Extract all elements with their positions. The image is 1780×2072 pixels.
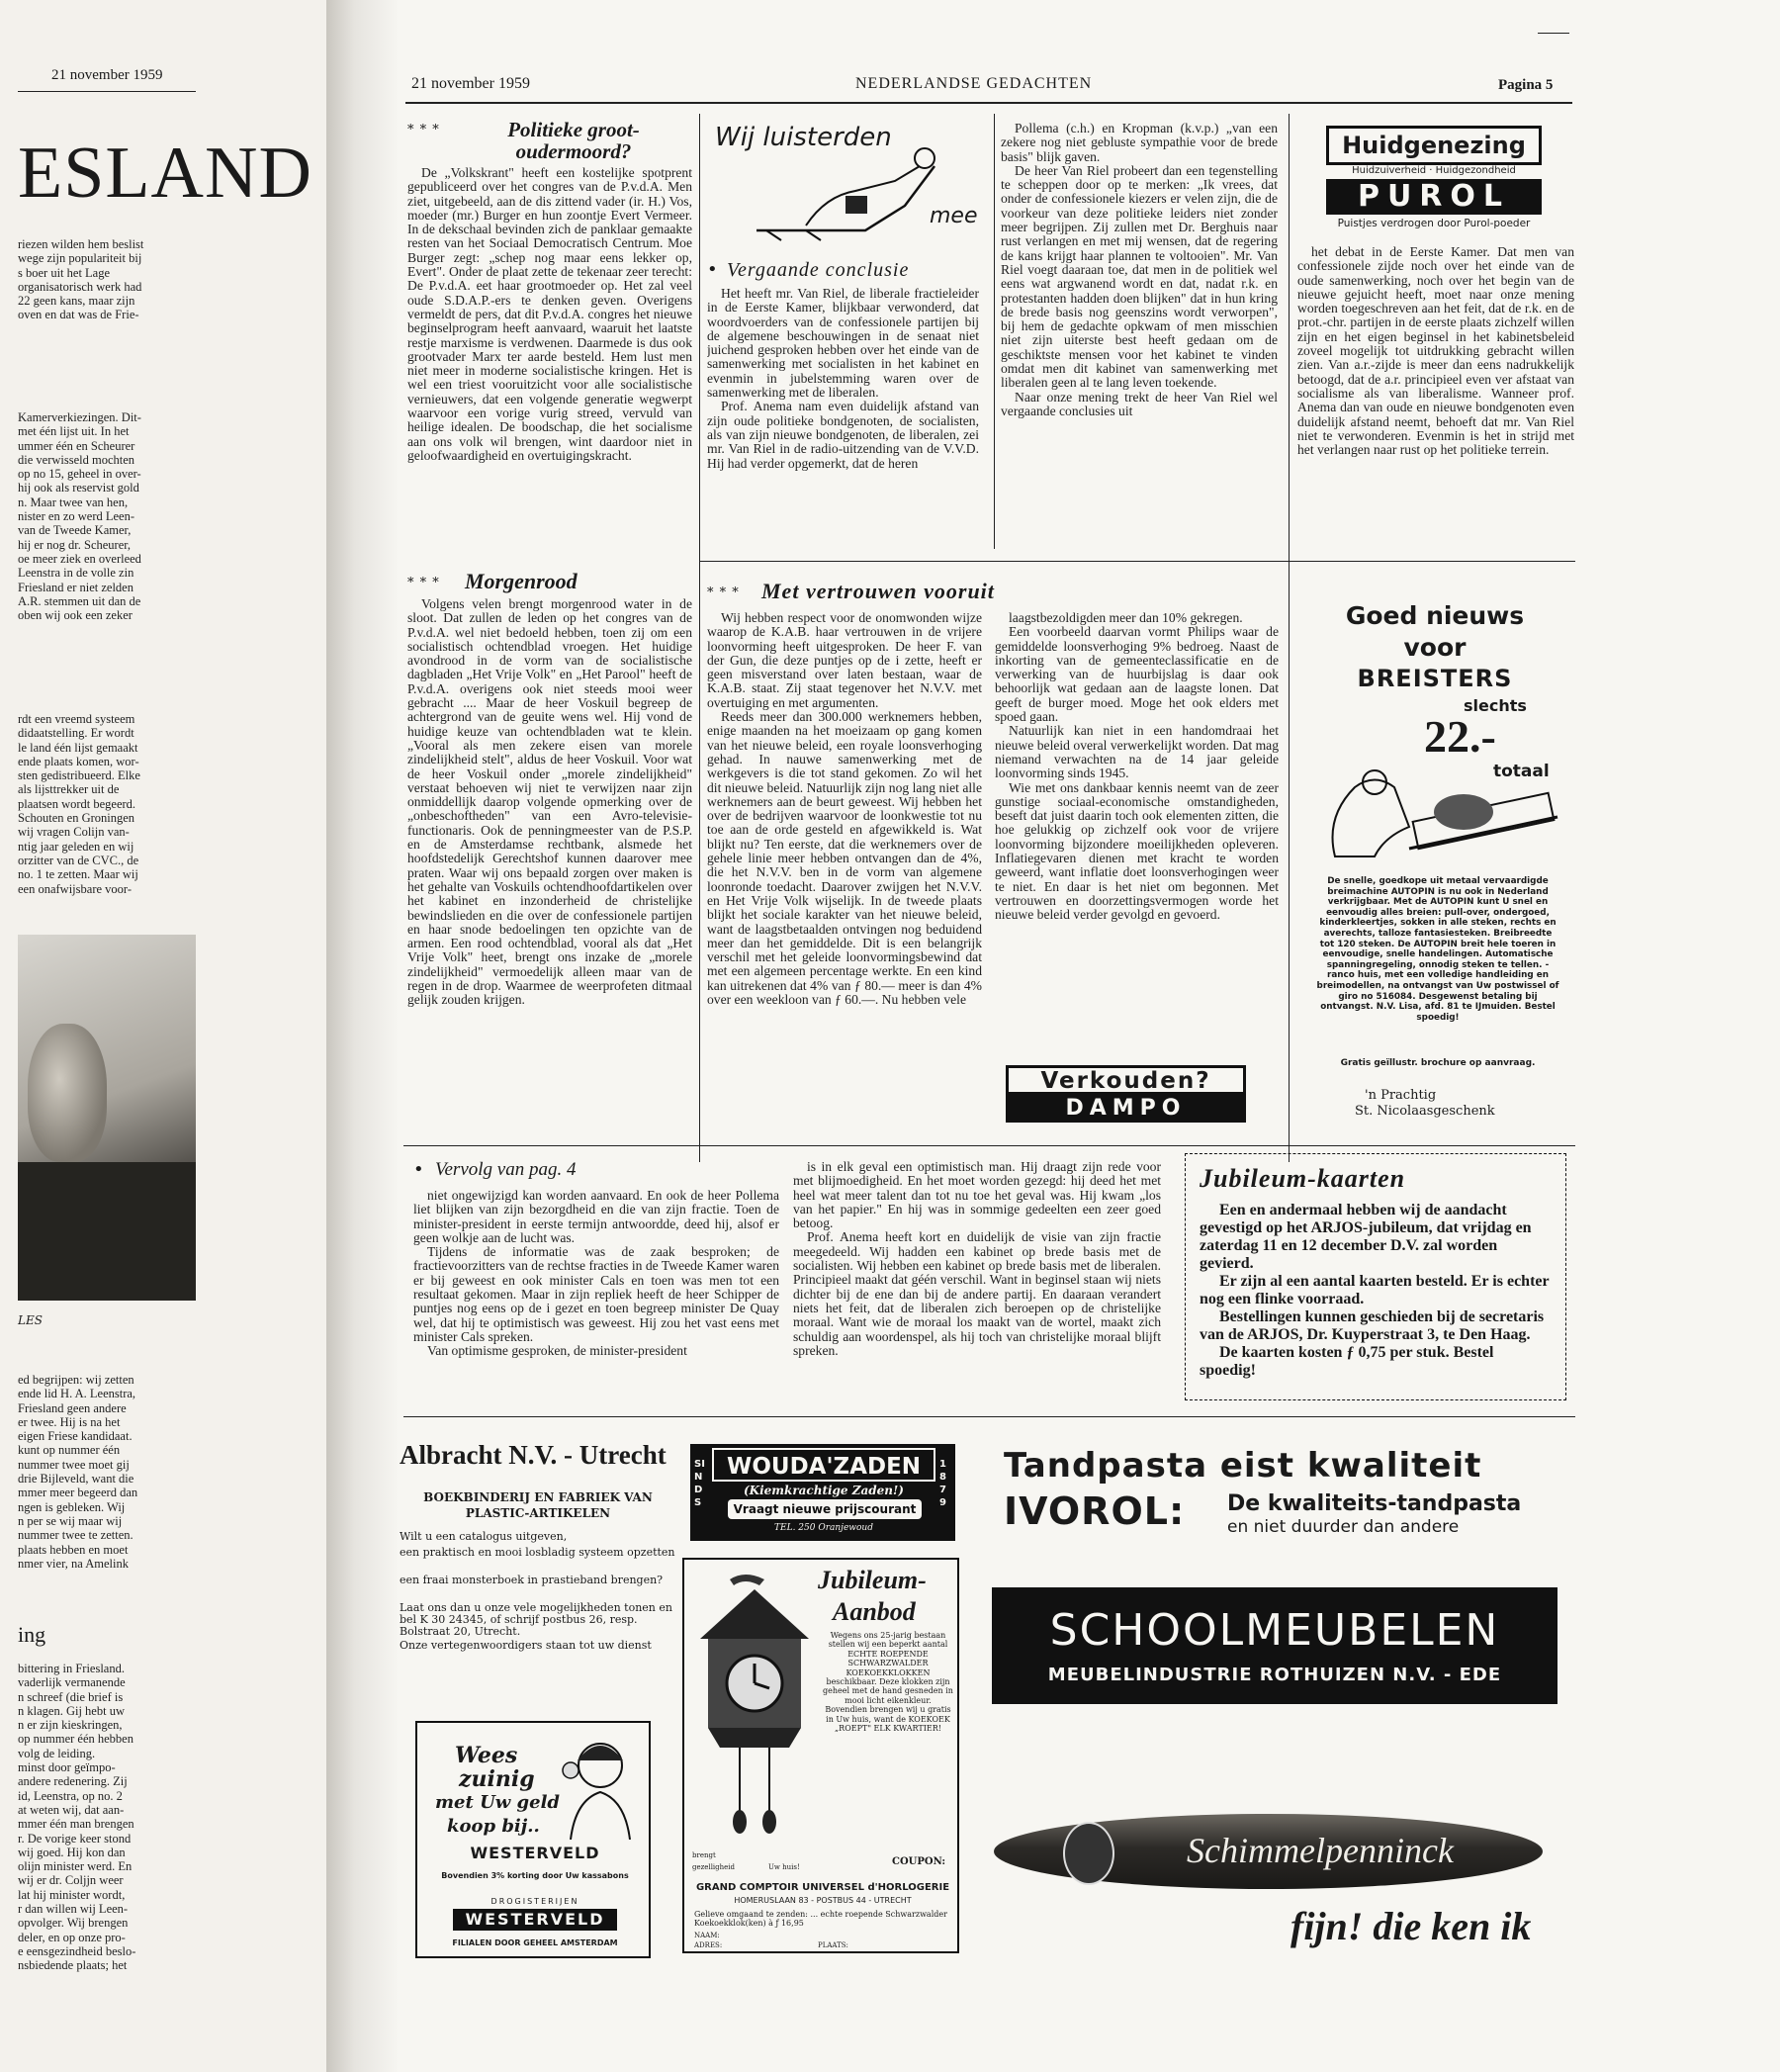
article3-body-col3	[1297, 245, 1574, 547]
wouda-cta: Vraagt nieuwe prijscourant	[728, 1499, 922, 1519]
left-text-line: plaatsen wordt begeerd.	[18, 796, 136, 811]
albracht-line2: een praktisch en mooi losbladig systeem opzetten	[400, 1546, 675, 1559]
left-page	[0, 0, 326, 2072]
column-rule-3	[1289, 114, 1290, 1162]
left-text-line: id, Leenstra, op no. 2	[18, 1788, 123, 1803]
left-text-line: le land één lijst gemaakt	[18, 740, 138, 755]
albracht-sub: BOEKBINDERIJ EN FABRIEK VAN PLASTIC-ARTIKELEN	[423, 1490, 653, 1520]
ivorol-line1: Tandpasta eist kwaliteit	[1004, 1446, 1482, 1486]
breisters-line2: voor	[1403, 633, 1467, 662]
corner-mark	[1538, 33, 1569, 34]
purol-line2: Huidzuiverheid · Huidgezondheid	[1352, 165, 1516, 176]
breisters-brochure: Gratis geïllustr. brochure op aanvraag.	[1340, 1058, 1536, 1068]
left-text-line: sten gedistribueerd. Elke	[18, 768, 140, 783]
left-text-line: n. Maar twee van hen,	[18, 495, 129, 509]
article4-paragraph: Natuurlijk kan niet in een handomdraai het nieuwe beleid overal verwerkelijkt worden. Dat mag niemand verwachten na de 14 jaar geleide loonvorming sinds 1945.	[995, 723, 1279, 781]
left-text-line: deler, en op onze pro-	[18, 1930, 126, 1944]
ad-breisters	[1305, 591, 1564, 1126]
purol-brand: PUROL	[1326, 179, 1542, 215]
article5-title: Vervolg van pag. 4	[435, 1159, 577, 1180]
left-text-line: ed begrijpen: wij zetten	[18, 1373, 134, 1387]
left-text-line: hij ook als reservist gold	[18, 481, 139, 495]
article3-paragraph: het debat in de Eerste Kamer. Dat men van confessionele zijde noch over het einde van de oude samenwerking, noch over het begin van de nieuwe gejuicht heeft, moet naar onze mening worden toegeschreven aan het feit, dat de r.k. en de prot.-chr. partijen in de eerste plaats zichzelf willen zijn en het eigen beginsel in het kabinetsbeleid zoveel mogelijk tot uitdrukking gebracht willen zien. Van a.r.-zijde is meer dan eens nadrukkelijk betoogd, dat de a.r. principieel even ver afstaat van socialisme als van liberalisme. Wanneer prof. Anema dan van oude en nieuwe bondgenoten even duidelijk afstand neemt, behoeft dat mr. Van Riel niet te verwonderen. Evenmin is het in strijd met het verlangen naar rust op het politieke terrein.	[1297, 245, 1574, 458]
article3-paragraph: Pollema (c.h.) en Kropman (k.v.p.) „van een zekere nog niet gebluste sympathie voor de brede basis" blijk gaven.	[1001, 122, 1278, 164]
albracht-line3: een fraai monsterboek in prastieband brengen?	[400, 1574, 664, 1586]
wouda-tel: TEL. 250 Oranjewoud	[774, 1523, 873, 1533]
albracht-line4: Laat ons dan u onze vele mogelijkheden tonen en bel K 30 24345, of schrijf postbus 26, resp. Bolstraat 20, Utrecht.	[400, 1601, 672, 1638]
ad-schimmelpenninck	[994, 1800, 1548, 1968]
ad-wouda	[690, 1444, 955, 1541]
clock-label-naam: NAAM:	[694, 1932, 720, 1939]
section-rule-2	[1289, 561, 1575, 562]
article4-paragraph: Een voorbeeld daarvan vormt Philips waar de gemiddelde loonsverhoging 9% bedroeg. Naast de inkorting van de gemeenteclassificatie en de verwerking van de huurbijslag is daar ook behoorlijk wat gedaan aan de laagste lonen. Dat geeft de burger moed. Moge het ook elders met spoed gaan.	[995, 624, 1279, 725]
left-text-line: vaderlijk vermanende	[18, 1675, 126, 1690]
article1-stars: * * *	[407, 123, 440, 137]
breisters-totaal: totaal	[1493, 762, 1550, 781]
article3-body-col1	[707, 287, 979, 544]
schimmel-tag: fijn! die ken ik	[1290, 1904, 1532, 1948]
left-text-line: no. 1 te zetten. Maar wij	[18, 867, 138, 882]
section-rule-1	[700, 561, 1289, 562]
article1-title: Politieke groot-oudermoord?	[507, 118, 640, 163]
left-text-line: Friesland geen andere	[18, 1400, 127, 1415]
article2-title: Morgenrood	[465, 569, 578, 593]
left-col-block-5	[18, 1662, 196, 1973]
schimmel-brand: Schimmelpenninck	[1187, 1831, 1454, 1870]
article2-paragraph: Volgens velen brengt morgenrood water in de sloot. Dat zullen de leden op het congres van de P.v.d.A. wel niet bedoeld hebben, toen zij om een socialistisch ochtendblad vroegen. Het huidige avondrood in de vorm van de socialistische dagbladen „Het Vrije Volk" en „Het Parool" heeft de P.v.d.A. overigens ook niet steeds mooi weer gebracht .... Maar de heer Voskuil begreep de achtergrond van de geuite wens wel. Hij vond de huidige keuze van ochtendbladen wat te klein. „Vooral als men zekere eisen van morele zindelijkheid stelt", aldus de heer Voskuil. Voor wat de heer Voskuil onder „morele zindelijkheid" verstaat behoeven wij niet te verwijzen naar zijn onmiddellijk daarop volgende opmerking over de „onbeschoftheden" van een Avro-televisie-functionaris. Ook de penningmeester van de P.S.P. en de Amsterdamse rechtbank, alsmede het hoofdstedelijk Gerechtshof kunnen daarover mee praten. Waar wij ons bepaald zorgen over maken is het gehalte van Voskuils ochtendhoofdartikelen over het kabinet en inzonderheid de christelijke bewindslieden en die over de confessionele partijen en haar snode bedoelingen ten opzichte van de armen. Een rood ochtendblad, vooral als dat „Het Vrije Volk" heet, brengt ons inzake de „morele zindelijkheid" vermoedelijk alleen maar van de regen in de drop. Waarmee de weerprofeten ditmaal gelijk zouden krijgen.	[407, 597, 692, 1008]
left-text-line: mmer meer begeerd dan	[18, 1486, 138, 1500]
article5-body-col2	[793, 1160, 1161, 1407]
left-text-line: bittering in Friesland.	[18, 1662, 125, 1675]
jubileum-p2: Er zijn al een aantal kaarten besteld. Er is echter nog een flinke voorraad.	[1200, 1273, 1550, 1307]
cartoon	[707, 117, 994, 235]
breisters-body: De snelle, goedkope uit metaal vervaardigde breimachine AUTOPIN is nu ook in Nederland verkrijgbaar. Met de AUTOPIN kunt U snel en eenvoudig alles breien: pull-over, ondergoed, kinderkleertjes, sokken in alle steken, rechts en averechts, talloze fantasiesteken. Breibreedte tot 120 steken. De AUTOPIN breit hele toeren in eenvoudige, snelle handelingen. Automatische spanningregeling, onnodig steken te tellen. - ranco huis, met een volledige handleiding en breimodellen, na ontvangst van Uw postwissel of giro no 516084. Desgewenst betaling bij ontvangst. N.V. Lisa, afd. 81 te IJmuiden. Bestel spoedig!	[1316, 876, 1559, 1023]
westerveld-footer: FILIALEN DOOR GEHEEL AMSTERDAM	[452, 1938, 618, 1947]
left-text-line: riezen wilden hem beslist	[18, 237, 144, 251]
left-text-line: ngen is gebleken. Wij	[18, 1499, 126, 1514]
left-text-line: drie Bijleveld, want die	[18, 1472, 134, 1486]
clock-order: Gelieve omgaand te zenden: ... echte roepende Schwarzwalder Koekoekklok(ken) à ƒ 16,95	[694, 1910, 947, 1928]
article3-bullet: •	[707, 259, 718, 280]
left-text-line: nmer vier, na Amelink	[18, 1556, 129, 1571]
shopper-woman-illustration	[556, 1731, 645, 1840]
westerveld-brand: WESTERVELD	[470, 1844, 600, 1862]
wouda-left: SINDS	[694, 1459, 705, 1508]
article3-paragraph: Het heeft mr. Van Riel, de liberale fractieleider in de Eerste Kamer, blijkbaar verwonderd, dat woordvoerders van de confessionele partijen bij de algemene beschouwingen in de senaat niet juichend gesproken hebben over het einde van de samenwerking met socialisten in het kabinet en evenmin in jubelstemming waren over de samenwerking met de liberalen.	[707, 287, 979, 401]
left-text-line: een onafwijsbare voor-	[18, 881, 132, 896]
westerveld-line4: koop bij..	[447, 1816, 540, 1837]
article3-title: Vergaande conclusie	[727, 259, 910, 281]
header-title: NEDERLANDSE GEDACHTEN	[855, 75, 1093, 92]
article4-body-col2	[995, 611, 1279, 987]
portrait-suit	[18, 1162, 196, 1301]
article5-paragraph: Van optimisme gesproken, de minister-president	[427, 1343, 687, 1359]
article1-body	[407, 166, 692, 562]
cuckoo-clock-illustration	[690, 1570, 819, 1837]
jubileum-title: Jubileum-kaarten	[1200, 1164, 1406, 1193]
left-text-line: n klagen. Gij hebt uw	[18, 1703, 125, 1718]
left-text-line: A.R. stemmen uit dan de	[18, 593, 141, 608]
clock-label-gezelligheid: gezelligheid	[692, 1863, 736, 1871]
left-text-line: wege zijn populariteit bij	[18, 251, 142, 266]
clock-address: HOMERUSLAAN 83 - POSTBUS 44 - UTRECHT	[734, 1896, 912, 1905]
left-text-line: van de Tweede Kamer,	[18, 523, 132, 538]
ad-westerveld	[415, 1721, 651, 1958]
left-text-line: nsbiedende plaats; het	[18, 1958, 128, 1973]
ad-purol	[1320, 124, 1544, 232]
clock-label-adres: ADRES:	[694, 1941, 723, 1949]
header-date: 21 november 1959	[411, 75, 530, 92]
left-header-rule	[18, 91, 196, 92]
left-text-line: wij vragen Colijn van-	[18, 825, 130, 840]
purol-tagline: Puistjes verdrogen door Purol-poeder	[1337, 218, 1531, 229]
left-text-line: ende lid H. A. Leenstra,	[18, 1387, 136, 1401]
left-text-line: e eensgezindheid beslo-	[18, 1943, 136, 1958]
left-text-line: ende plaats komen, wor-	[18, 754, 139, 768]
breisters-line1: Goed nieuws	[1345, 601, 1525, 630]
left-text-line: r. De vorige keer stond	[18, 1831, 132, 1846]
left-text-line: die verwisseld mochten	[18, 452, 135, 467]
left-headline: ESLAND	[18, 133, 312, 214]
cartoon-illustration	[747, 136, 944, 245]
left-col-block-4	[18, 1373, 196, 1571]
article4-paragraph: Wie met ons dankbaar kennis neemt van de zeer gunstige sociaal-economische omstandigheden, beseft dat juist daarin toch ook elementen zitten, die hoe gelukkig op zichzelf ook voor de vrijere loonvorming bijzondere moeilijkheden opleveren. Inflatiegevaren dienen met kracht te worden geweerd, want inflatie doet loonsverhogingen weer te niet. En daar is het niet om begonnen. Met vertrouwen en doorzettingsvermogen worde het nieuwe beleid verder gevolgd en gevoerd.	[995, 779, 1279, 923]
left-text-line: n er zijn kieskringen,	[18, 1718, 123, 1733]
albracht-line5: Onze vertegenwoordigers staan tot uw dienst	[400, 1639, 652, 1652]
clock-body: Wegens ons 25-jarig bestaan stellen wij een beperkt aantal ECHTE ROEPENDE SCHWARZWALDER KOEKOEKKLOKKEN beschikbaar. Deze klokken zijn geheel met de hand gesneden in mooi licht eikenkleur. Bovendien brengen wij u gratis in Uw huis, want de KOEKOEK „ROEPT" ELK KWARTIER!	[823, 1631, 953, 1734]
jubileum-p1: Een en andermaal hebben wij de aandacht gevestigd op het ARJOS-jubileum, dat vrijdag en zaterdag 11 en 12 december D.V. zal worden gevierd.	[1200, 1202, 1532, 1272]
ad-dampo	[1006, 1065, 1248, 1125]
article4-stars: * * *	[707, 586, 740, 600]
left-col-block-1	[18, 237, 196, 322]
article5-bullet: •	[413, 1159, 424, 1180]
purol-line1: Huidgenezing	[1326, 126, 1542, 165]
left-text-line: n per se wij maar wij	[18, 1513, 123, 1528]
ad-jubileum-kaarten	[1185, 1153, 1566, 1400]
jubileum-p3: Bestellingen kunnen geschieden bij de secretaris van de ARJOS, Dr. Kuyperstraat 3, te Den Haag.	[1200, 1308, 1545, 1343]
left-text-line: s boer uit het Lage	[18, 265, 111, 280]
left-photo-caption: LES	[18, 1313, 43, 1327]
left-text-line: andere redenering. Zij	[18, 1774, 128, 1789]
article5-paragraph: Tijdens de informatie was de zaak besproken; de fractievoorzitters van de rechtse fracties in de Tweede Kamer waren er bij geweest en ook minister Cals en toen was men tot een resultaat gekomen. Maar in zijn repliek heeft de heer Schipper de puntjes nog eens op de i gezet en toen begreep minister De Quay wel, dat hij te optimistisch was geweest. Hij zou het vast eens met minister Cals spreken.	[413, 1244, 779, 1344]
left-text-line: op nummer één hebben	[18, 1732, 134, 1747]
left-text-line: Kamerverkiezingen. Dit-	[18, 410, 141, 424]
left-text-line: plaats hebben en moet	[18, 1542, 129, 1557]
left-text-line: oven en dat was de Frie-	[18, 308, 139, 322]
portrait-face	[28, 1024, 107, 1162]
left-text-line: wij goed. Hij kon dan	[18, 1845, 126, 1859]
left-text-line: nummer twee te zetten.	[18, 1528, 134, 1543]
jubileum-p4: De kaarten kosten ƒ 0,75 per stuk. Bestel spoedig!	[1200, 1344, 1494, 1379]
article3-paragraph: Naar onze mening trekt de heer Van Riel wel vergaande conclusies uit	[1001, 389, 1278, 418]
article5-paragraph: is in elk geval een optimistisch man. Hij draagt zijn rede voor met blijmoedigheid. En het moet worden gezegd: hij deed het met heel wat meer talent dan tot nu toe het geval was. Hij kwam „los van het papier." En hij was in sommige gedeelten een zeer goed betoog.	[793, 1160, 1161, 1231]
breisters-footer1: 'n Prachtig	[1365, 1088, 1437, 1103]
left-text-line: orzitter van de CVC., de	[18, 853, 139, 867]
left-text-line: organisatorisch werk had	[18, 279, 142, 294]
article5-paragraph: Prof. Anema heeft kort en duidelijk de visie van zijn fractie meegedeeld. Wij hadden een kabinet op brede basis met de socialisten. Wij hebben een kabinet op brede basis met de liberalen. Principieel maakt dat géén verschil. Want in beginsel staan wij niets dichter bij de ene dan bij de andere partij. En daaraan verandert niets het feit, dat de liberalen zich beroepen op de christelijke moraal. Want wie de moraal los maakt van de wortel, maakt zich schuldig aan woordenspel, als hij toch van christelijke moraal blijft spreken.	[793, 1229, 1161, 1358]
left-text-line: als lijsttrekker uit de	[18, 782, 120, 797]
westerveld-line3: met Uw geld	[435, 1792, 560, 1813]
left-text-line: n schreef (die brief is	[18, 1689, 124, 1704]
albracht-title: Albracht N.V. - Utrecht	[400, 1440, 667, 1470]
column-rule-2	[994, 114, 995, 549]
left-text-line: lat hij minister wordt,	[18, 1887, 126, 1902]
left-text-line: Schouten en Groningen	[18, 811, 135, 826]
ad-ivorol	[994, 1446, 1567, 1545]
article3-paragraph: De heer Van Riel probeert dan een tegenstelling te scheppen door op te merken: „Ik vrees, dat onder de confessionele kiezers er velen zijn, die de voorkeur van deze politieke leiders niet zonder meer begrijpen. Zij zullen met Dr. Berghuis naar rust verlangen en met mij wensen, dat de regering de kans krijgt haar plannen te voltooien". Mr. Van Riel voegt daaraan toe, dat men in de politiek wel eens wat argwanend wordt en dat, nadat r.k. en protestanten hadden doen blijken" dat in hun kring de brede basis nog geenszins wordt verworpen", bij hem de gedachte opkwam of men misschien niet zijn uiterste best heeft gedaan om de geschiktste mensen voor het kabinet te vinden omdat men dit kabinet van samenwerking met liberalen geen al te lang leven toekende.	[1001, 162, 1278, 391]
left-text-line: mmer één man brengen	[18, 1817, 134, 1832]
clock-coupon: COUPON:	[892, 1856, 946, 1867]
article2-body	[407, 597, 692, 1161]
ivorol-tag2: en niet duurder dan andere	[1227, 1517, 1460, 1537]
article2-stars: * * *	[407, 576, 440, 590]
westerveld-line1: Wees	[455, 1743, 518, 1768]
ad-schoolmeubelen	[992, 1587, 1558, 1704]
clock-comptoir: GRAND COMPTOIR UNIVERSEL d'HORLOGERIE	[695, 1882, 950, 1893]
westerveld-banner: WESTERVELD	[453, 1909, 617, 1931]
ad-clock	[682, 1558, 959, 1953]
left-text-line: volg de leiding.	[18, 1746, 96, 1760]
left-text-line: op no 15, geheel in over-	[18, 467, 141, 482]
left-text-line: Leenstra in de volle zin	[18, 566, 134, 581]
left-text-line: ntig jaar geleden en wij	[18, 839, 134, 854]
article4-paragraph: laagstbezoldigden meer dan 10% gekregen.	[1009, 611, 1243, 625]
left-col-block-3	[18, 712, 196, 896]
article4-title: Met vertrouwen vooruit	[761, 579, 995, 603]
left-text-line: eigen Friese kandidaat.	[18, 1429, 133, 1444]
ivorol-tag1: De kwaliteits-tandpasta	[1227, 1491, 1522, 1516]
left-text-line: rdt een vreemd systeem	[18, 712, 135, 726]
schoolmeubelen-sub: MEUBELINDUSTRIE ROTHUIZEN N.V. - EDE	[1047, 1665, 1502, 1685]
left-text-line: at weten wij, dat aan-	[18, 1802, 125, 1817]
article3-body-col2	[1001, 122, 1278, 547]
left-subhead: ing	[18, 1622, 46, 1647]
schoolmeubelen-title: SCHOOLMEUBELEN	[1049, 1605, 1500, 1656]
left-text-line: 22 geen kans, maar zijn	[18, 294, 135, 309]
article5-paragraph: niet ongewijzigd kan worden aanvaard. En ook de heer Pollema liet blijken van zijn bezorgdheid en die van zijn fractie. Toen de minister-president in eerste termijn antwoordde, deed hij, alsof er geen wolkje aan de lucht was.	[413, 1189, 779, 1245]
wouda-brand: WOUDA'ZADEN	[712, 1448, 935, 1482]
left-text-line: hij er nog dr. Scheurer,	[18, 537, 132, 552]
clock-title2: Aanbod	[833, 1597, 916, 1626]
westerveld-line2: zuinig	[459, 1766, 535, 1792]
header-rule	[405, 102, 1572, 104]
dampo-line1: Verkouden?	[1006, 1065, 1246, 1095]
breisters-footer2: St. Nicolaasgeschenk	[1355, 1104, 1495, 1119]
knitting-machine-illustration	[1315, 758, 1562, 866]
left-text-line: wij er dr. Coljjn weer	[18, 1873, 124, 1888]
cartoon-text-bottom: mee	[930, 204, 978, 228]
left-text-line: oe meer ziek en overleed	[18, 551, 141, 566]
column-rule-1	[699, 114, 700, 1162]
westerveld-small: Bovendien 3% korting door Uw kassabons	[441, 1871, 629, 1880]
article4-body-col1	[707, 611, 982, 1161]
left-page-date: 21 november 1959	[51, 67, 163, 83]
ad-albracht	[400, 1440, 676, 1737]
left-portrait-photo	[18, 935, 196, 1301]
section-rule-3	[403, 1145, 1575, 1146]
left-text-line: r dan willen wij Leen-	[18, 1902, 129, 1917]
westerveld-banner-top: DROGISTERIJEN	[490, 1897, 579, 1906]
left-text-line: er twee. Hij is na het	[18, 1414, 121, 1429]
article4-paragraph: Reeds meer dan 300.000 werknemers hebben, enige maanden na het moeizaam op gang komen van het nieuwe beleid, een royale loonsverhoging gehad. In nauwe samenwerking met de werkgevers is die tot stand gekomen. Zo wil het dit nieuwe beleid. Natuurlijk zijn nog lang niet alle werknemers aan de beurt geweest. Wij hebben het over de bedrijven waarvoor de loonkwestie tot nu toe aan de orde gesteld en afgewikkeld is. Wat blijkt nu? Ten eerste, dat die werknemers over de gehele linie meer hebben ontvangen dan de 4%, die het N.V.V. ben in de vorm van algemene loonronde toedacht. Daarover zwijgen het N.V.V. en Het Vrije Volk wijselijk. In de tweede plaats blijkt het sociale karakter van het nieuwe beleid, want de laagstbetaalden ontvingen nog beduidend meer dan het gemiddelde. Dit is een belangrijk verschil met het geleide loonvormingsbewind dat met een algemeen percentage werkte. En een kind kan uitrekenen dat 4% van ƒ 80.— meer is dan 4% over een weekloon van ƒ 60.—. Nu hebben vele	[707, 709, 982, 1008]
cigar-band	[1063, 1822, 1114, 1885]
cartoon-text-top: Wij luisterden	[715, 123, 892, 152]
article4-paragraph: Wij hebben respect voor de onomwonden wijze waarop de K.A.B. haar vertrouwen in de vrijere loonvorming heeft uitgesproken. De heer F. van der Gun, die deze puntjes op de i zette, heeft er geen misverstand over laten bestaan, waar de K.A.B. staat. Zij staat tegenover het N.V.V. met overtuiging en met argumenten.	[707, 611, 982, 710]
article5-body-col1	[413, 1189, 779, 1406]
dampo-line2: DAMPO	[1006, 1095, 1246, 1123]
clock-label-brengt: brengt	[692, 1851, 716, 1859]
breisters-slechts: slechts	[1464, 696, 1527, 715]
wouda-year: 1879	[939, 1459, 946, 1508]
breisters-line3: BREISTERS	[1357, 665, 1513, 692]
left-text-line: ummer één en Scheurer	[18, 438, 135, 453]
left-text-line: met één lijst uit. In het	[18, 424, 130, 439]
left-col-block-2	[18, 410, 196, 622]
left-text-line: minst door geïmpo-	[18, 1760, 116, 1775]
ivorol-brand: IVOROL:	[1004, 1489, 1186, 1533]
header-page-number: Pagina 5	[1498, 77, 1554, 93]
left-text-line: Friesland er niet zelden	[18, 580, 134, 594]
breisters-price: 22.-	[1424, 711, 1496, 762]
left-text-line: olijn minister werd. En	[18, 1859, 133, 1874]
clock-label-plaats: PLAATS:	[818, 1941, 848, 1949]
clock-title1: Jubileum-	[818, 1566, 927, 1594]
page-gutter	[326, 0, 398, 2072]
clock-label-huis: Uw huis!	[768, 1863, 800, 1871]
left-text-line: opvolger. Wij brengen	[18, 1916, 129, 1931]
article1-paragraph: De „Volkskrant" heeft een kostelijke spotprent gepubliceerd over het congres van de P.v.d.A. Men ziet, uitgebeeld, aan de dis zittend vader (ir. H.) Vos, moeder (mr.) Burger en hun zoontje Evert Vermeer. In de dekschaal bevinden zich de panklaar gemaakte resten van het Sociaal Democratisch Centrum. Moe Burger zegt: „schep nog maar eens lekker op, Evert". Onder de plaat zette de tekenaar zeer terecht: De P.v.d.A. eet haar grootmoeder op. Het zal veel oude S.D.A.P.-ers te denken geven. Overigens vermeldt de pers, dat dit P.v.d.A. congres het nieuwe beginselprogram heeft aanvaard, waaruit het laatste restje marxisme is verdwenen. Daarmede is dus ook grootvader Marx ter aarde besteld. Hem lust men niet meer in moderne socialistische kringen. Het is wel een triest vooruitzicht voor alle socialistische vernieuwers, dat een volgende generatie wegwerpt waarvoor een vorige vurig streed, vervuld van heilige idealen. De boodschap, die het socialisme aan ons volk wil brengen, wint daardoor niet in geloofwaardigheid en overtuigingskracht.	[407, 166, 692, 463]
article3-paragraph: Prof. Anema nam even duidelijk afstand van zijn oude politieke bondgenoten, de socialisten, als van zijn nieuwe bondgenoten, de liberalen, zei mr. Van Riel in de radio-uitzending van de V.V.D. Hij had verder opgemerkt, dat de heren	[707, 399, 979, 471]
section-rule-4	[403, 1416, 1575, 1417]
left-text-line: nummer twee moet gij	[18, 1457, 130, 1472]
left-text-line: oben wij ook een zeker	[18, 608, 133, 623]
left-text-line: didaatstelling. Er wordt	[18, 726, 134, 741]
wouda-sub: (Kiemkrachtige Zaden!)	[744, 1484, 904, 1497]
albracht-line1: Wilt u een catalogus uitgeven,	[400, 1530, 568, 1543]
left-text-line: kunt op nummer één	[18, 1443, 121, 1458]
left-text-line: nister en zo werd Leen-	[18, 509, 134, 524]
